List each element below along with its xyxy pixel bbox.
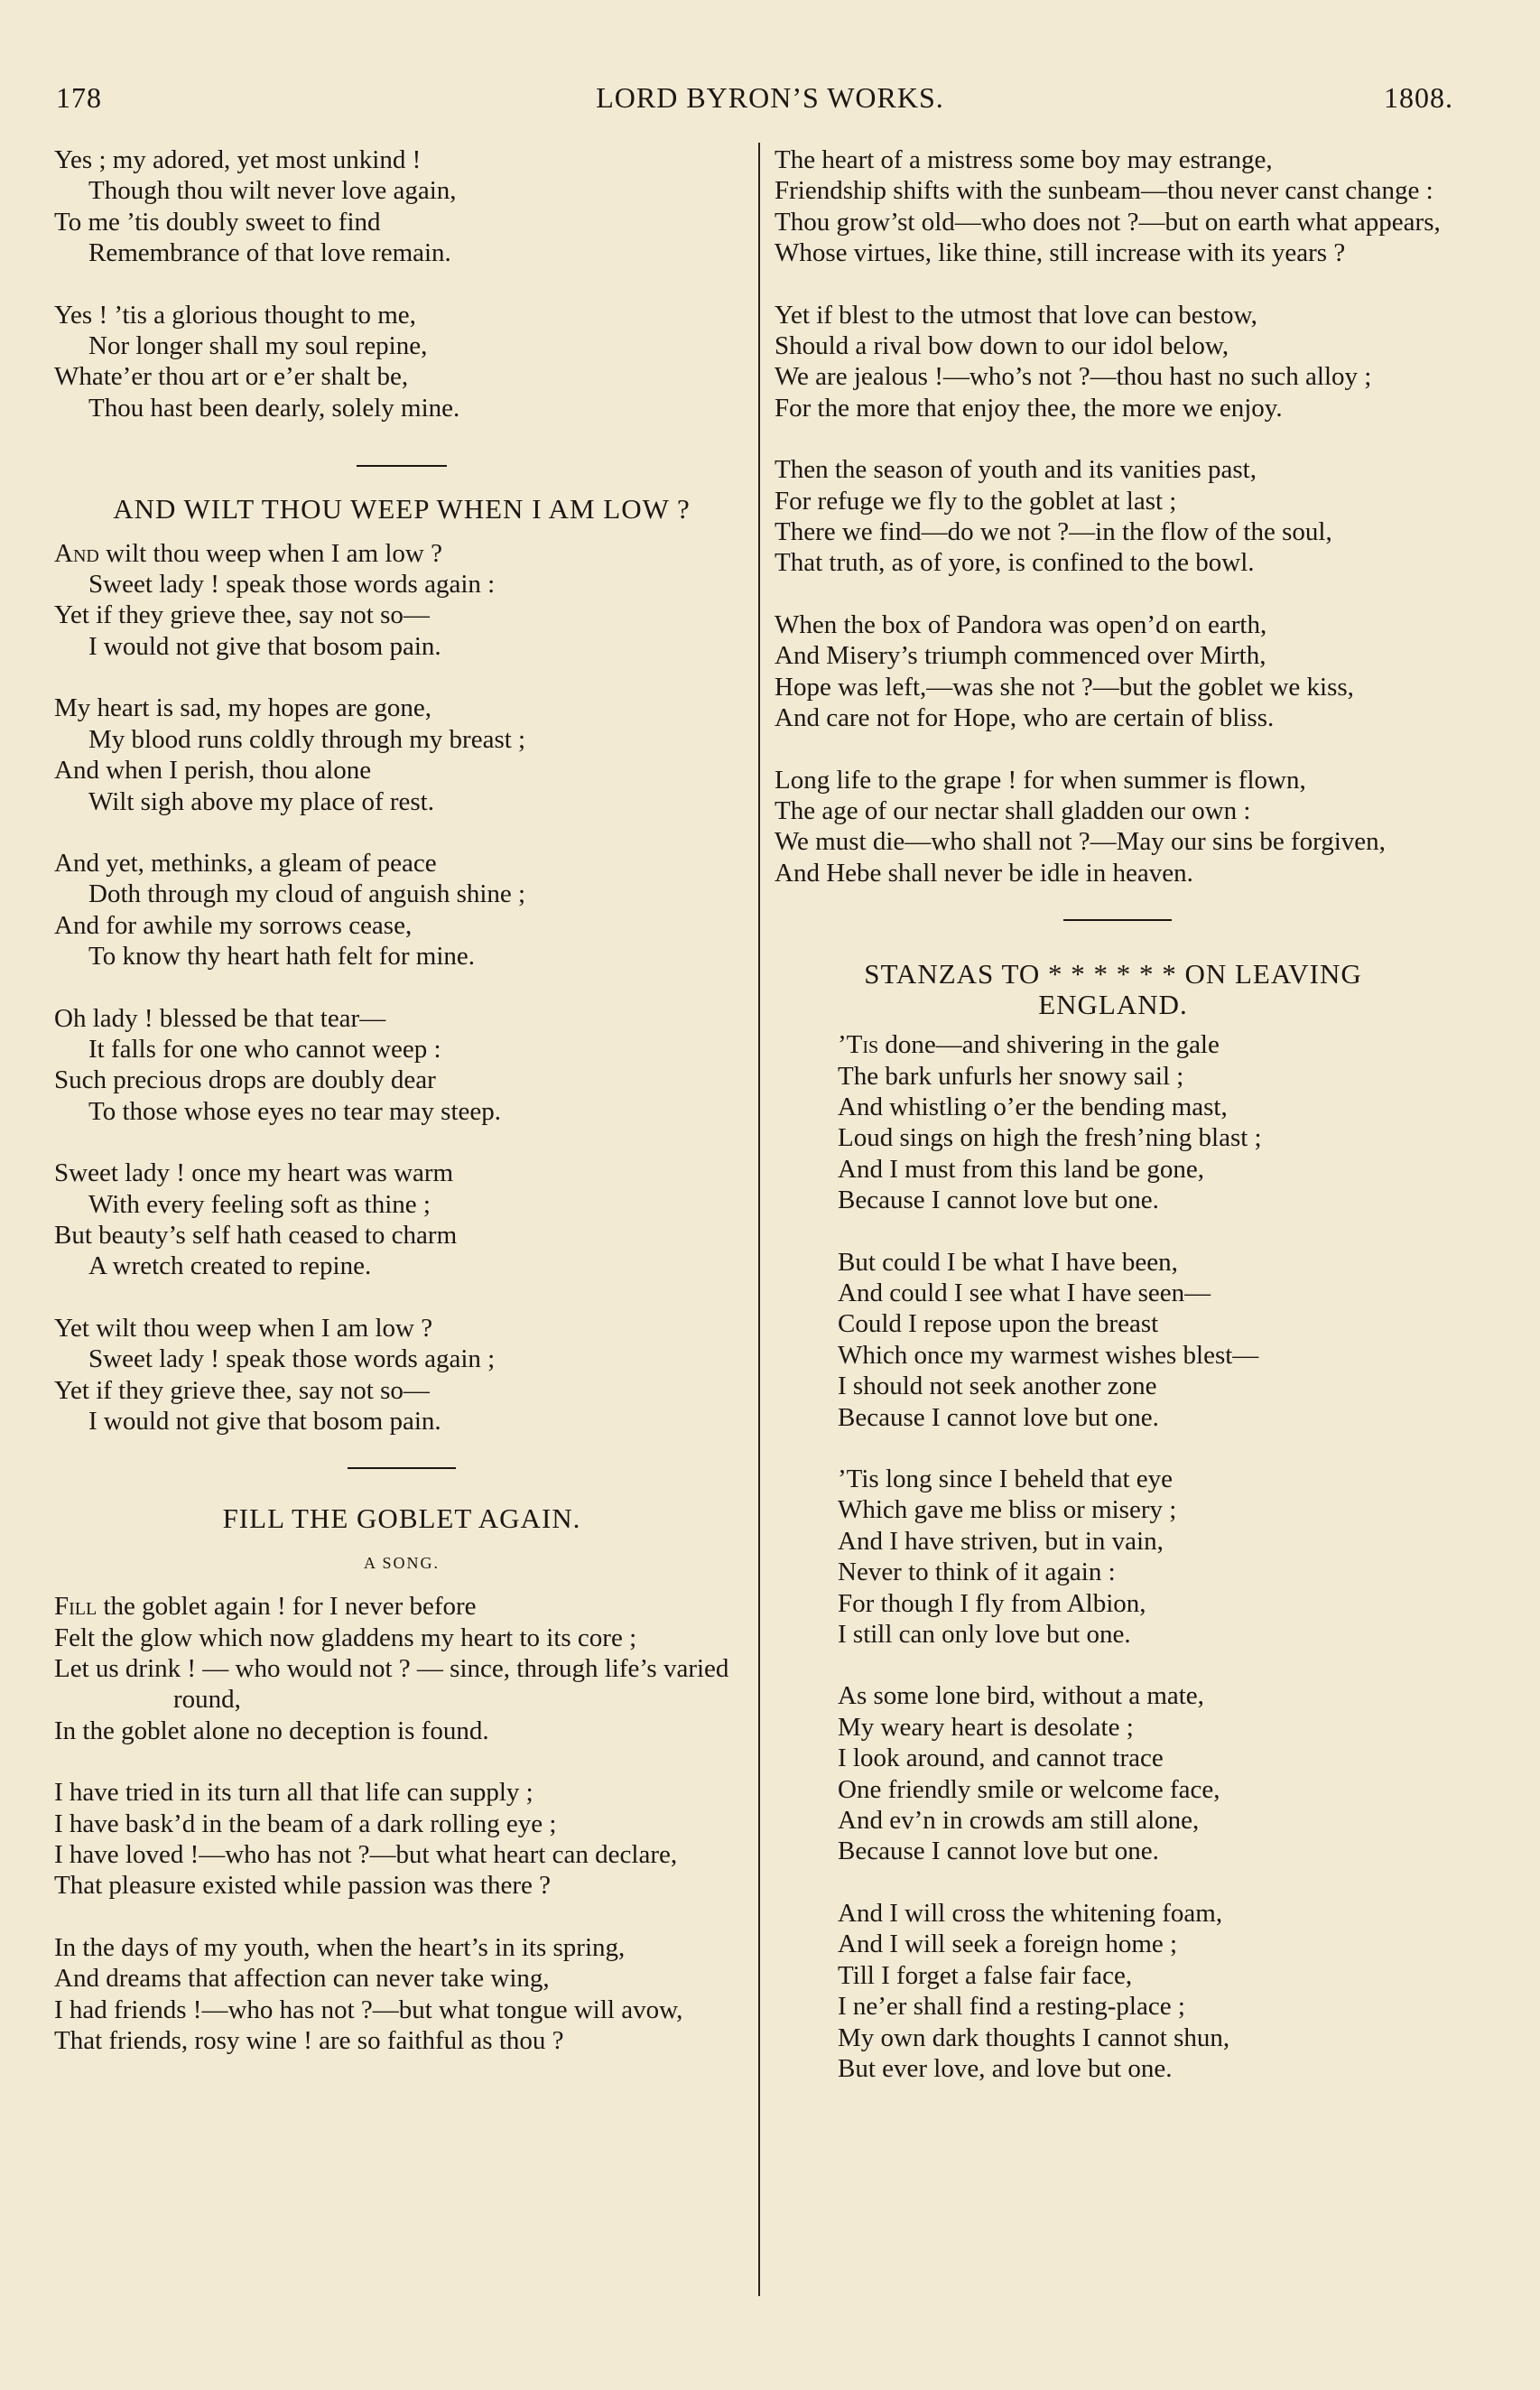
verse-line: That pleasure existed while passion was there ? <box>54 1871 552 1901</box>
running-title: LORD BYRON’S WORKS. <box>596 81 944 114</box>
poem-title: AND WILT THOU WEEP WHEN I AM LOW ? <box>113 493 691 525</box>
verse-line: My own dark thoughts I cannot shun, <box>838 2023 1230 2052</box>
verse-line: In the goblet alone no deception is found. <box>54 1716 489 1745</box>
verse-line: Oh lady ! blessed be that tear— <box>54 1003 386 1033</box>
section-rule <box>357 465 447 467</box>
verse-line: Sweet lady ! speak those words again ; <box>88 1344 496 1374</box>
verse-line: And I must from this land be gone, <box>838 1154 1204 1184</box>
verse-line: Though thou wilt never love again, <box>88 176 457 206</box>
verse-line <box>54 538 749 569</box>
verse-line: Hope was left,—was she not ?—but the goblet we kiss, <box>775 672 1354 702</box>
verse-line: And could I see what I have seen— <box>838 1278 1211 1307</box>
verse-line: My heart is sad, my hopes are gone, <box>54 693 431 723</box>
verse-line: Friendship shifts with the sunbeam—thou never canst change : <box>775 176 1433 206</box>
verse-line <box>54 1591 749 1622</box>
stanza <box>775 300 1461 424</box>
verse-line: Because I cannot love but one. <box>838 1186 1159 1215</box>
verse-line: Doth through my cloud of anguish shine ; <box>88 879 526 909</box>
verse-line: Could I repose upon the breast <box>838 1309 1159 1339</box>
stanza <box>838 1029 1461 1215</box>
verse-line: Sweet lady ! speak those words again : <box>88 570 496 600</box>
drop-word: And <box>54 538 99 568</box>
verse-line: Whate’er thou art or e’er shalt be, <box>54 362 409 392</box>
verse-line: Nor longer shall my soul repine, <box>88 331 428 361</box>
stanza <box>54 1003 749 1128</box>
verse-line: For the more that enjoy thee, the more we enjoy. <box>775 393 1283 423</box>
verse-line: Should a rival bow down to our idol below, <box>775 331 1229 361</box>
verse-line: Wilt sigh above my place of rest. <box>88 786 434 816</box>
poem-subtitle: A SONG. <box>363 1553 440 1572</box>
verse-line: There we find—do we not ?—in the flow of the soul, <box>775 517 1332 547</box>
verse-text: the goblet again ! for I never before <box>97 1592 477 1622</box>
verse-line: Sweet lady ! once my heart was warm <box>54 1158 454 1188</box>
verse-line: I have loved !—who has not ?—but what heart can declare, <box>54 1840 678 1870</box>
verse-line: Felt the glow which now gladdens my heart to its core ; <box>54 1623 637 1652</box>
verse-line: I look around, and cannot trace <box>838 1744 1164 1773</box>
verse-line: I had friends !—who has not ?—but what tongue will avow, <box>54 1995 683 2024</box>
stanza <box>54 300 749 424</box>
verse-text: wilt thou weep when I am low ? <box>98 538 442 568</box>
verse-line: One friendly smile or welcome face, <box>838 1774 1220 1804</box>
verse-line: And I will seek a foreign home ; <box>838 1930 1178 1959</box>
verse-line: Let us drink ! — who would not ? — since, through life’s varied round, <box>54 1654 729 1715</box>
verse-line: Because I cannot love but one. <box>838 1837 1159 1866</box>
stanza <box>775 765 1461 889</box>
verse-line: That truth, as of yore, is confined to the bowl. <box>775 548 1255 578</box>
verse-line: To me ’tis doubly sweet to find <box>54 207 381 237</box>
verse-line: Which gave me bliss or misery ; <box>838 1495 1177 1525</box>
verse-line: And yet, methinks, a gleam of peace <box>54 848 437 878</box>
stanza <box>775 454 1461 579</box>
verse-line: For though I fly from Albion, <box>838 1588 1146 1618</box>
header-year: 1808. <box>1384 81 1453 114</box>
verse-line: We are jealous !—who’s not ?—thou hast no such alloy ; <box>775 362 1372 392</box>
verse-line: And Hebe shall never be idle in heaven. <box>775 858 1193 888</box>
verse-line: And I will cross the whitening foam, <box>838 1898 1223 1928</box>
verse-text: done—and shivering in the gale <box>878 1030 1220 1060</box>
stanza <box>775 144 1461 269</box>
verse-line: Thou grow’st old—who does not ?—but on earth what appears, <box>775 207 1441 237</box>
verse-line: I have tried in its turn all that life can supply ; <box>54 1778 533 1808</box>
left-column <box>54 144 749 2088</box>
verse-line: ’Tis long since I beheld that eye <box>838 1465 1174 1493</box>
stanza <box>838 1680 1461 1866</box>
right-column <box>775 144 1461 2115</box>
verse-line: I still can only love but one. <box>838 1620 1131 1650</box>
verse-line: Yet wilt thou weep when I am low ? <box>54 1313 433 1343</box>
verse-line: I should not seek another zone <box>838 1372 1157 1401</box>
verse-line: Loud sings on high the fresh’ning blast ; <box>838 1123 1262 1153</box>
verse-line: And dreams that affection can never take wing, <box>54 1964 550 1994</box>
verse-line: And ev’n in crowds am still alone, <box>838 1806 1200 1836</box>
verse-line: Never to think of it again : <box>838 1558 1116 1587</box>
stanza <box>54 1591 749 1746</box>
drop-word: ’Tis <box>838 1030 879 1060</box>
stanza <box>838 1898 1461 2084</box>
verse-line: The heart of a mistress some boy may estrange, <box>775 145 1273 174</box>
verse-line: In the days of my youth, when the heart’s in its spring, <box>54 1932 626 1962</box>
verse-line: Which once my warmest wishes blest— <box>838 1340 1259 1370</box>
verse-line: As some lone bird, without a mate, <box>838 1681 1204 1711</box>
verse-line: But ever love, and love but one. <box>838 2053 1173 2083</box>
verse-line: And when I perish, thou alone <box>54 756 372 786</box>
verse-line: I would not give that bosom pain. <box>88 631 441 661</box>
verse-line: When the box of Pandora was open’d on earth, <box>775 609 1267 639</box>
column-divider <box>758 143 760 2296</box>
verse-line: It falls for one who cannot weep : <box>88 1034 441 1064</box>
verse-line: That friends, rosy wine ! are so faithful as thou ? <box>54 2026 564 2056</box>
stanza <box>54 1932 749 2057</box>
verse-line: Thou hast been dearly, solely mine. <box>88 393 460 423</box>
verse-line: Long life to the grape ! for when summer is flown, <box>775 765 1306 795</box>
verse-line: A wretch created to repine. <box>88 1251 372 1281</box>
verse-line: Then the season of youth and its vanities past, <box>775 455 1257 485</box>
verse-line: Yes ; my adored, yet most unkind ! <box>54 145 422 174</box>
verse-line: To know thy heart hath felt for mine. <box>88 942 476 972</box>
verse-line: The age of our nectar shall gladden our own : <box>775 795 1251 825</box>
stanza <box>838 1247 1461 1433</box>
verse-line: My weary heart is desolate ; <box>838 1712 1134 1742</box>
verse-line: I ne’er shall find a resting-place ; <box>838 1992 1185 2022</box>
verse-line: And whistling o’er the bending mast, <box>838 1092 1228 1121</box>
verse-line: With every feeling soft as thine ; <box>88 1189 431 1219</box>
verse-line: I would not give that bosom pain. <box>88 1407 441 1436</box>
section-rule <box>348 1467 456 1469</box>
verse-line: I have bask’d in the beam of a dark rolling eye ; <box>54 1809 557 1838</box>
verse-line <box>838 1029 1461 1060</box>
poem-title: STANZAS TO * * * * * * ON LEAVING ENGLAND. <box>864 958 1362 1021</box>
verse-line: And I have striven, but in vain, <box>838 1526 1164 1556</box>
stanza <box>54 1158 749 1282</box>
verse-line: Whose virtues, like thine, still increase with its years ? <box>775 238 1346 268</box>
drop-word: Fill <box>54 1592 97 1622</box>
poem-title: FILL THE GOBLET AGAIN. <box>222 1502 581 1535</box>
verse-line: Yet if they grieve thee, say not so— <box>54 1375 430 1405</box>
verse-line: The bark unfurls her snowy sail ; <box>838 1061 1184 1091</box>
stanza <box>54 1313 749 1437</box>
stanza <box>54 1777 749 1902</box>
verse-line: Yes ! ’tis a glorious thought to me, <box>54 300 416 330</box>
verse-line: Because I cannot love but one. <box>838 1402 1159 1432</box>
verse-line: And for awhile my sorrows cease, <box>54 910 413 940</box>
verse-line: Till I forget a false fair face, <box>838 1960 1133 1990</box>
section-rule <box>1063 919 1172 921</box>
verse-line: My blood runs coldly through my breast ; <box>88 724 526 754</box>
verse-line: But beauty’s self hath ceased to charm <box>54 1220 458 1250</box>
stanza <box>54 538 749 663</box>
verse-line: And Misery’s triumph commenced over Mirth, <box>775 641 1266 671</box>
verse-line: To those whose eyes no tear may steep. <box>88 1096 502 1126</box>
verse-line: For refuge we fly to the goblet at last ; <box>775 486 1177 516</box>
verse-line: Remembrance of that love remain. <box>88 238 451 268</box>
stanza <box>775 609 1461 734</box>
stanza <box>54 848 749 972</box>
page-number: 178 <box>56 81 102 114</box>
verse-line: And care not for Hope, who are certain of bliss. <box>775 703 1275 733</box>
verse-line: Yet if they grieve thee, say not so— <box>54 600 430 630</box>
verse-line: We must die—who shall not ?—May our sins be forgiven, <box>775 827 1386 857</box>
stanza <box>838 1464 1461 1650</box>
verse-line: Such precious drops are doubly dear <box>54 1065 436 1095</box>
verse-line: But could I be what I have been, <box>838 1247 1178 1277</box>
stanza <box>54 693 749 817</box>
verse-line: Yet if blest to the utmost that love can bestow, <box>775 300 1257 330</box>
stanza <box>54 144 749 269</box>
